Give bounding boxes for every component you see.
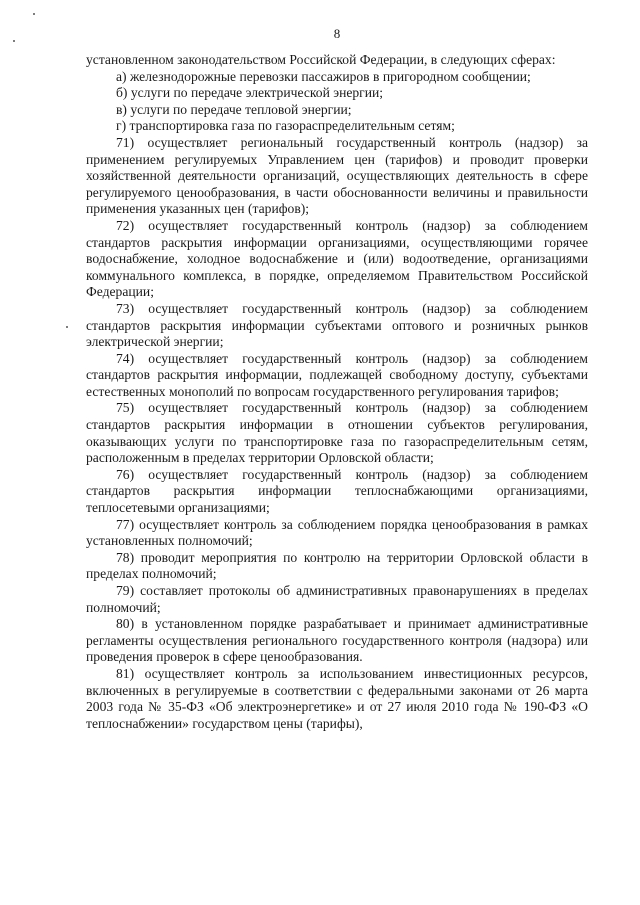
paragraph: 78) проводит мероприятия по контролю на территории Орловской области в пределах полномочий; [86, 549, 588, 582]
page-number: 8 [333, 26, 341, 41]
paragraph: 79) составляет протоколы об административных правонарушениях в пределах полномочий; [86, 583, 588, 615]
paragraph: а) железнодорожные перевозки пассажиров в пригородном сообщении; [116, 68, 531, 84]
paragraph: 73) осуществляет государственный контроль (надзор) за соблюдением стандартов раскрытия информации субъектами оптового и розничных рынков электрической энергии; [86, 300, 588, 350]
paragraph: в) услуги по передаче тепловой энергии; [116, 101, 352, 117]
scan-speck [13, 40, 15, 42]
paragraph: 72) осуществляет государственный контроль (надзор) за соблюдением стандартов раскрытия информации организациями, осуществляющими горячее водоснабжение, холодное водоснабжение и (или) водоотведение, организациями коммунального комплекса, в порядке, определяемом Правительством Российской Федерации; [86, 217, 588, 300]
paragraph: 74) осуществляет государственный контроль (надзор) за соблюдением стандартов раскрытия информации, подлежащей свободному доступу, субъектами естественных монополий по вопросам государственного регулирования тарифов; [86, 350, 588, 399]
paragraph: 81) осуществляет контроль за использованием инвестиционных ресурсов, включенных в регулируемые в соответствии с федеральными законами от 26 марта 2003 года № 35-ФЗ «Об электроэнергетике» и от 27 июля 2010 года № 190-ФЗ «О теплоснабжении» государством цены (тарифы), [86, 665, 588, 731]
paragraph: б) услуги по передаче электрической энергии; [116, 85, 384, 101]
document-body [86, 52, 588, 732]
paragraph: установленном законодательством Российской Федерации, в следующих сферах: [86, 52, 556, 67]
paragraph: 75) осуществляет государственный контроль (надзор) за соблюдением стандартов раскрытия информации в отношении субъектов регулирования, оказывающих услуги по транспортировке газа по газораспределительным сетям, расположенным в пределах территории Орловской области; [86, 400, 588, 466]
scan-speck [66, 326, 68, 328]
paragraph: 80) в установленном порядке разрабатывает и принимает административные регламенты осуществления регионального государственного контроля (надзора) или проведения проверок в сфере ценообразования. [86, 616, 588, 665]
paragraph: 77) осуществляет контроль за соблюдением порядка ценообразования в рамках установленных полномочий; [86, 516, 588, 549]
paragraph: 71) осуществляет региональный государственный контроль (надзор) за применением регулируемых Управлением цен (тарифов) и проводит проверки хозяйственной деятельности организаций, осуществляющих деятельность в сфере регулируемого ценообразования, в части обоснованности величины и правильности применения указанных цен (тарифов); [86, 134, 588, 217]
paragraph: 76) осуществляет государственный контроль (надзор) за соблюдением стандартов раскрытия информации теплоснабжающими организациями, теплосетевыми организациями; [86, 466, 588, 516]
scan-speck [33, 13, 35, 15]
paragraph: г) транспортировка газа по газораспределительным сетям; [116, 118, 455, 134]
